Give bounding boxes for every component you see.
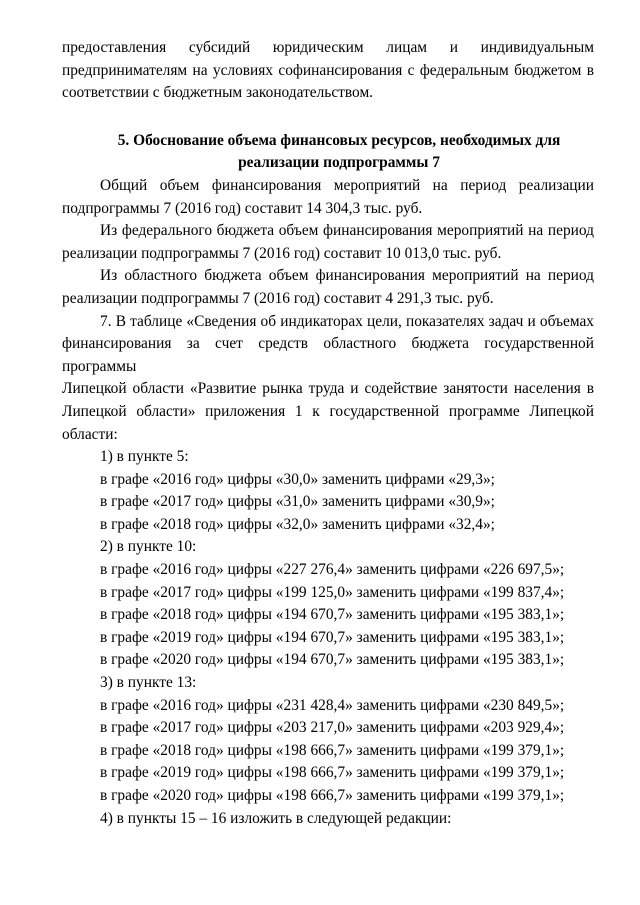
amendment-line: в графе «2017 год» цифры «203 217,0» заменить цифрами «203 929,4»; [100, 719, 565, 737]
amendment-line: в графе «2020 год» цифры «194 670,7» заменить цифрами «195 383,1»; [100, 651, 565, 669]
subitem-title: 4) в пункты 15 – 16 изложить в следующей редакции: [100, 809, 452, 827]
amendment-line: в графе «2018 год» цифры «32,0» заменить цифрами «32,4»; [100, 515, 495, 533]
paragraph-line: финансирования за счет средств областного бюджета государственной программы [62, 335, 594, 375]
section-heading [62, 130, 594, 175]
paragraph-line: области: [62, 425, 118, 443]
amendment-line: в графе «2020 год» цифры «198 666,7» заменить цифрами «199 379,1»; [100, 787, 565, 804]
amendment-line: в графе «2016 год» цифры «227 276,4» заменить цифрами «226 697,5»; [100, 561, 565, 579]
amendment-line: в графе «2016 год» цифры «30,0» заменить цифрами «29,3»; [100, 470, 495, 488]
amendment-line: в графе «2016 год» цифры «231 428,4» заменить цифрами «230 849,5»; [100, 696, 565, 714]
paragraph-line: Липецкой области» приложения 1 к государственной программе Липецкой [62, 402, 594, 420]
amendment-line: в графе «2019 год» цифры «198 666,7» заменить цифрами «199 379,1»; [100, 764, 565, 782]
paragraph-line: подпрограммы 7 (2016 год) составит 14 304,3 тыс. руб. [62, 199, 423, 217]
intro-line: предоставления субсидий юридическим лицам и индивидуальным [62, 39, 594, 56]
subitem-title: 3) в пункте 13: [100, 674, 197, 692]
document-body [62, 37, 594, 830]
subitem-title: 2) в пункте 10: [100, 538, 197, 556]
paragraph-line: реализации подпрограммы 7 (2016 год) составит 10 013,0 тыс. руб. [62, 244, 502, 262]
amendment-line: в графе «2018 год» цифры «194 670,7» заменить цифрами «195 383,1»; [100, 606, 565, 624]
section-heading-line: реализации подпрограммы 7 [238, 154, 440, 172]
paragraph-line: Из областного бюджета объем финансирования мероприятий на период [100, 267, 594, 285]
paragraph-line: 7. В таблице «Сведения об индикаторах цели, показателях задач и объемах [100, 312, 594, 330]
amendment-line: в графе «2018 год» цифры «198 666,7» заменить цифрами «199 379,1»; [100, 741, 565, 759]
intro-line: предпринимателям на условиях софинансирования с федеральным бюджетом в [62, 61, 594, 79]
amendment-line: в графе «2017 год» цифры «31,0» заменить цифрами «30,9»; [100, 493, 495, 511]
intro-line: соответствии с бюджетным законодательством. [62, 84, 374, 102]
paragraph-line: Общий объем финансирования мероприятий на период реализации [100, 176, 594, 194]
subitem-title: 1) в пункте 5: [100, 448, 189, 466]
section-heading-line: 5. Обоснование объема финансовых ресурсов, необходимых для [117, 131, 561, 149]
amendment-line: в графе «2019 год» цифры «194 670,7» заменить цифрами «195 383,1»; [100, 628, 565, 646]
paragraph-line: реализации подпрограммы 7 (2016 год) составит 4 291,3 тыс. руб. [62, 289, 494, 307]
amendment-line: в графе «2017 год» цифры «199 125,0» заменить цифрами «199 837,4»; [100, 583, 565, 601]
paragraph-line: Из федерального бюджета объем финансирования мероприятий на период [100, 222, 594, 240]
paragraph-line: Липецкой области «Развитие рынка труда и содействие занятости населения в [62, 380, 594, 398]
